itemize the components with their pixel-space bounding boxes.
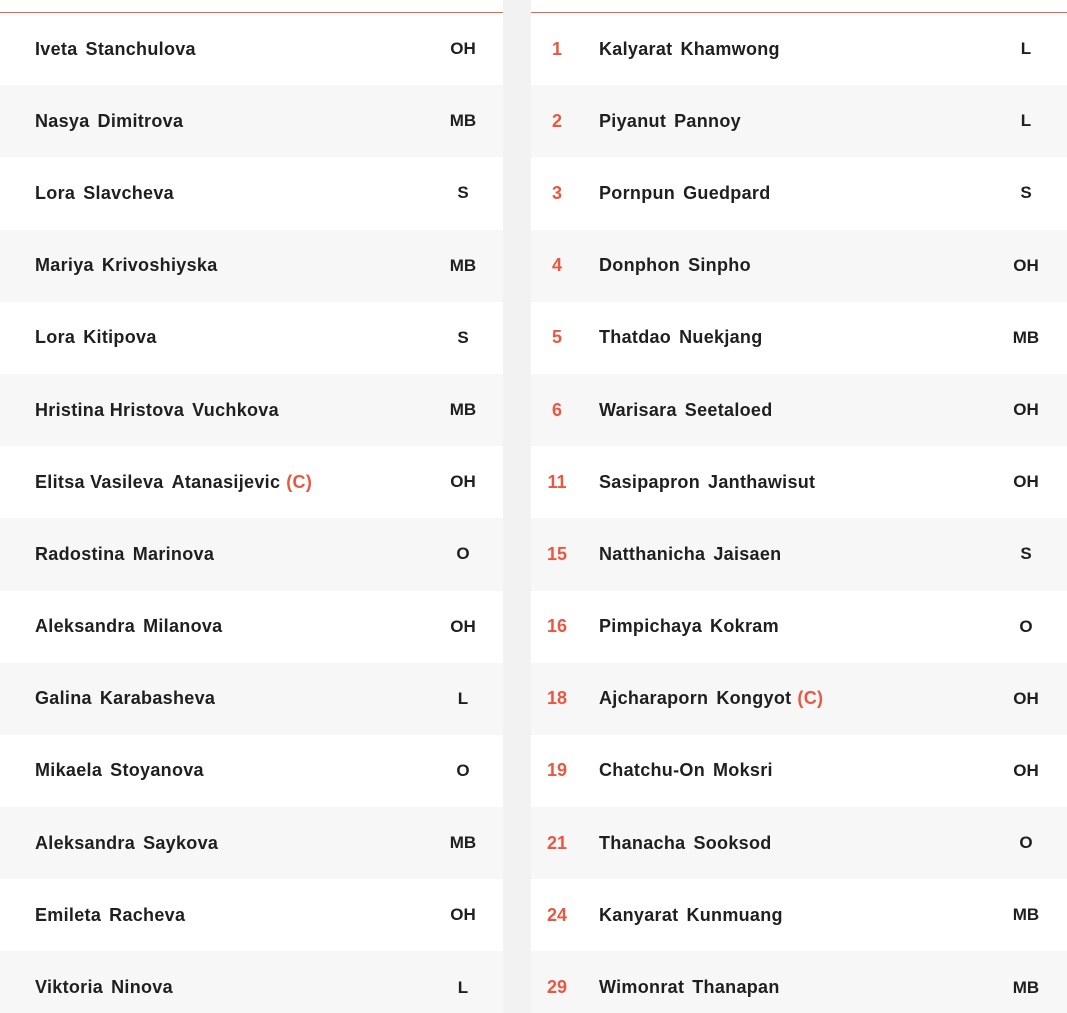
player-list — [531, 13, 1067, 1013]
jersey-number: 18 — [546, 688, 568, 709]
player-row[interactable] — [531, 518, 1067, 590]
player-name — [35, 13, 196, 85]
first-name: Donphon — [599, 255, 681, 276]
player-row[interactable] — [0, 591, 503, 663]
player-position: MB — [449, 833, 477, 853]
jersey-number: 3 — [551, 182, 562, 203]
jersey-number: 2 — [551, 110, 562, 131]
player-position: OH — [450, 472, 476, 492]
player-row[interactable] — [531, 879, 1067, 951]
player-position: OH — [450, 39, 476, 59]
jersey-number — [0, 951, 10, 1013]
player-row[interactable] — [0, 374, 503, 446]
last-name: Stanchulova — [85, 38, 196, 59]
last-name: Kunmuang — [686, 904, 783, 925]
player-name — [35, 879, 185, 951]
last-name: Guedpard — [683, 182, 771, 203]
player-row[interactable] — [531, 951, 1067, 1013]
player-row[interactable] — [531, 663, 1067, 735]
first-name: Wimonrat — [599, 977, 685, 998]
first-name: Lora — [35, 182, 76, 203]
jersey-number: 19 — [546, 760, 568, 781]
player-row[interactable] — [0, 518, 503, 590]
player-name — [599, 951, 780, 1013]
first-name: Kanyarat — [599, 904, 679, 925]
first-name: Iveta — [35, 38, 78, 59]
last-name: Vuchkova — [192, 399, 279, 420]
player-row[interactable] — [531, 85, 1067, 157]
first-name: Emileta — [35, 904, 102, 925]
player-position: OH — [1013, 760, 1039, 780]
player-name — [35, 591, 222, 663]
last-name: Ninova — [111, 977, 173, 998]
player-name — [35, 807, 218, 879]
first-name: Natthanicha — [599, 543, 706, 564]
player-position: MB — [1012, 977, 1040, 997]
player-position: S — [1020, 544, 1032, 564]
player-list — [0, 13, 503, 1013]
player-name — [599, 735, 773, 807]
player-row[interactable] — [0, 230, 503, 302]
jersey-number: 24 — [546, 904, 568, 925]
player-position: O — [456, 544, 470, 564]
jersey-number — [0, 879, 10, 951]
last-name: Marinova — [132, 543, 215, 564]
last-name: Kitipova — [83, 327, 157, 348]
jersey-number — [0, 446, 10, 518]
first-name: Mikaela — [35, 760, 103, 781]
team-roster-left — [0, 0, 503, 1013]
captain-badge: (C) — [286, 471, 313, 492]
jersey-number — [0, 302, 10, 374]
last-name: Dimitrova — [97, 110, 184, 131]
player-row[interactable] — [0, 735, 503, 807]
first-name: Galina — [35, 688, 92, 709]
first-name: Radostina — [35, 543, 125, 564]
last-name: Nuekjang — [679, 327, 763, 348]
jersey-number — [0, 735, 10, 807]
player-row[interactable] — [0, 157, 503, 229]
player-name — [599, 446, 815, 518]
player-position: L — [1020, 39, 1032, 59]
player-position: OH — [1013, 400, 1039, 420]
player-position: OH — [1013, 472, 1039, 492]
player-name — [599, 663, 823, 735]
player-name — [35, 302, 157, 374]
player-name — [599, 85, 741, 157]
last-name: Milanova — [143, 616, 223, 637]
player-name — [35, 157, 174, 229]
player-row[interactable] — [531, 735, 1067, 807]
player-position: L — [1020, 111, 1032, 131]
jersey-number: 21 — [546, 832, 568, 853]
first-name: Aleksandra — [35, 832, 136, 853]
jersey-number — [0, 85, 10, 157]
player-position: OH — [450, 905, 476, 925]
first-name: Lora — [35, 327, 76, 348]
player-name — [35, 735, 204, 807]
player-row[interactable] — [531, 230, 1067, 302]
last-name: Khamwong — [680, 38, 780, 59]
first-name: Hristina Hristova — [35, 399, 185, 420]
last-name: Saykova — [143, 832, 219, 853]
player-row[interactable] — [0, 302, 503, 374]
jersey-number — [0, 591, 10, 663]
player-row[interactable] — [531, 374, 1067, 446]
first-name: Pornpun — [599, 182, 676, 203]
player-position: S — [1020, 183, 1032, 203]
last-name: Stoyanova — [110, 760, 204, 781]
player-row[interactable] — [531, 591, 1067, 663]
player-position: MB — [449, 255, 477, 275]
player-row[interactable] — [531, 446, 1067, 518]
player-position: L — [457, 688, 469, 708]
player-position: OH — [1013, 688, 1039, 708]
player-position: O — [456, 760, 470, 780]
player-row[interactable] — [0, 951, 503, 1013]
player-position: OH — [1013, 255, 1039, 275]
player-row[interactable] — [531, 302, 1067, 374]
jersey-number: 16 — [546, 616, 568, 637]
jersey-number: 5 — [551, 327, 562, 348]
player-row[interactable] — [531, 157, 1067, 229]
player-position: O — [1019, 616, 1033, 636]
player-row[interactable] — [0, 85, 503, 157]
first-name: Elitsa Vasileva — [35, 471, 164, 492]
last-name: Sinpho — [688, 255, 751, 276]
player-name — [35, 374, 279, 446]
jersey-number: 29 — [546, 977, 568, 998]
first-name: Warisara — [599, 399, 677, 420]
first-name: Thanacha — [599, 832, 686, 853]
player-name — [599, 302, 763, 374]
jersey-number: 4 — [551, 255, 562, 276]
player-row[interactable] — [0, 13, 503, 85]
jersey-number — [0, 518, 10, 590]
first-name: Chatchu-On — [599, 760, 705, 781]
jersey-number — [0, 807, 10, 879]
player-row[interactable] — [0, 663, 503, 735]
first-name: Thatdao — [599, 327, 672, 348]
player-name — [599, 374, 773, 446]
player-position: MB — [1012, 327, 1040, 347]
first-name: Sasipapron — [599, 471, 701, 492]
player-position: O — [1019, 833, 1033, 853]
last-name: Racheva — [109, 904, 186, 925]
last-name: Krivoshiyska — [101, 255, 218, 276]
player-row[interactable] — [0, 807, 503, 879]
player-name — [599, 591, 779, 663]
player-row[interactable] — [531, 807, 1067, 879]
jersey-number — [0, 663, 10, 735]
player-name — [599, 807, 772, 879]
last-name: Slavcheva — [83, 182, 174, 203]
last-name: Pannoy — [674, 110, 741, 131]
player-row[interactable] — [0, 879, 503, 951]
player-name — [35, 663, 215, 735]
last-name: Kongyot — [716, 688, 792, 709]
player-name — [599, 879, 783, 951]
player-position: S — [457, 327, 469, 347]
last-name: Moksri — [713, 760, 773, 781]
player-name — [599, 518, 781, 590]
first-name: Nasya — [35, 110, 90, 131]
jersey-number — [0, 230, 10, 302]
player-position: MB — [1012, 905, 1040, 925]
jersey-number — [0, 157, 10, 229]
player-row[interactable] — [0, 446, 503, 518]
player-name — [35, 446, 312, 518]
player-position: L — [457, 977, 469, 997]
last-name: Atanasijevic — [171, 471, 281, 492]
first-name: Ajcharaporn — [599, 688, 709, 709]
first-name: Mariya — [35, 255, 94, 276]
first-name: Viktoria — [35, 977, 104, 998]
last-name: Sooksod — [693, 832, 772, 853]
player-name — [35, 518, 214, 590]
jersey-number: 6 — [551, 399, 562, 420]
player-row[interactable] — [531, 13, 1067, 85]
jersey-number — [0, 13, 10, 85]
last-name: Kokram — [710, 616, 779, 637]
last-name: Janthawisut — [708, 471, 816, 492]
jersey-number: 11 — [547, 471, 567, 492]
player-name — [599, 157, 771, 229]
first-name: Pimpichaya — [599, 616, 703, 637]
first-name: Aleksandra — [35, 616, 136, 637]
last-name: Jaisaen — [713, 543, 782, 564]
player-name — [599, 230, 751, 302]
player-name — [35, 951, 173, 1013]
last-name: Seetaloed — [684, 399, 773, 420]
player-position: OH — [450, 616, 476, 636]
player-name — [35, 230, 218, 302]
jersey-number — [0, 374, 10, 446]
jersey-number: 1 — [551, 38, 562, 59]
player-name — [35, 85, 183, 157]
jersey-number: 15 — [546, 543, 568, 564]
first-name: Piyanut — [599, 110, 667, 131]
player-position: MB — [449, 111, 477, 131]
first-name: Kalyarat — [599, 38, 673, 59]
last-name: Karabasheva — [99, 688, 216, 709]
team-roster-right — [531, 0, 1067, 1013]
player-position: MB — [449, 400, 477, 420]
player-name — [599, 13, 780, 85]
last-name: Thanapan — [692, 977, 780, 998]
captain-badge: (C) — [797, 688, 824, 709]
player-position: S — [457, 183, 469, 203]
